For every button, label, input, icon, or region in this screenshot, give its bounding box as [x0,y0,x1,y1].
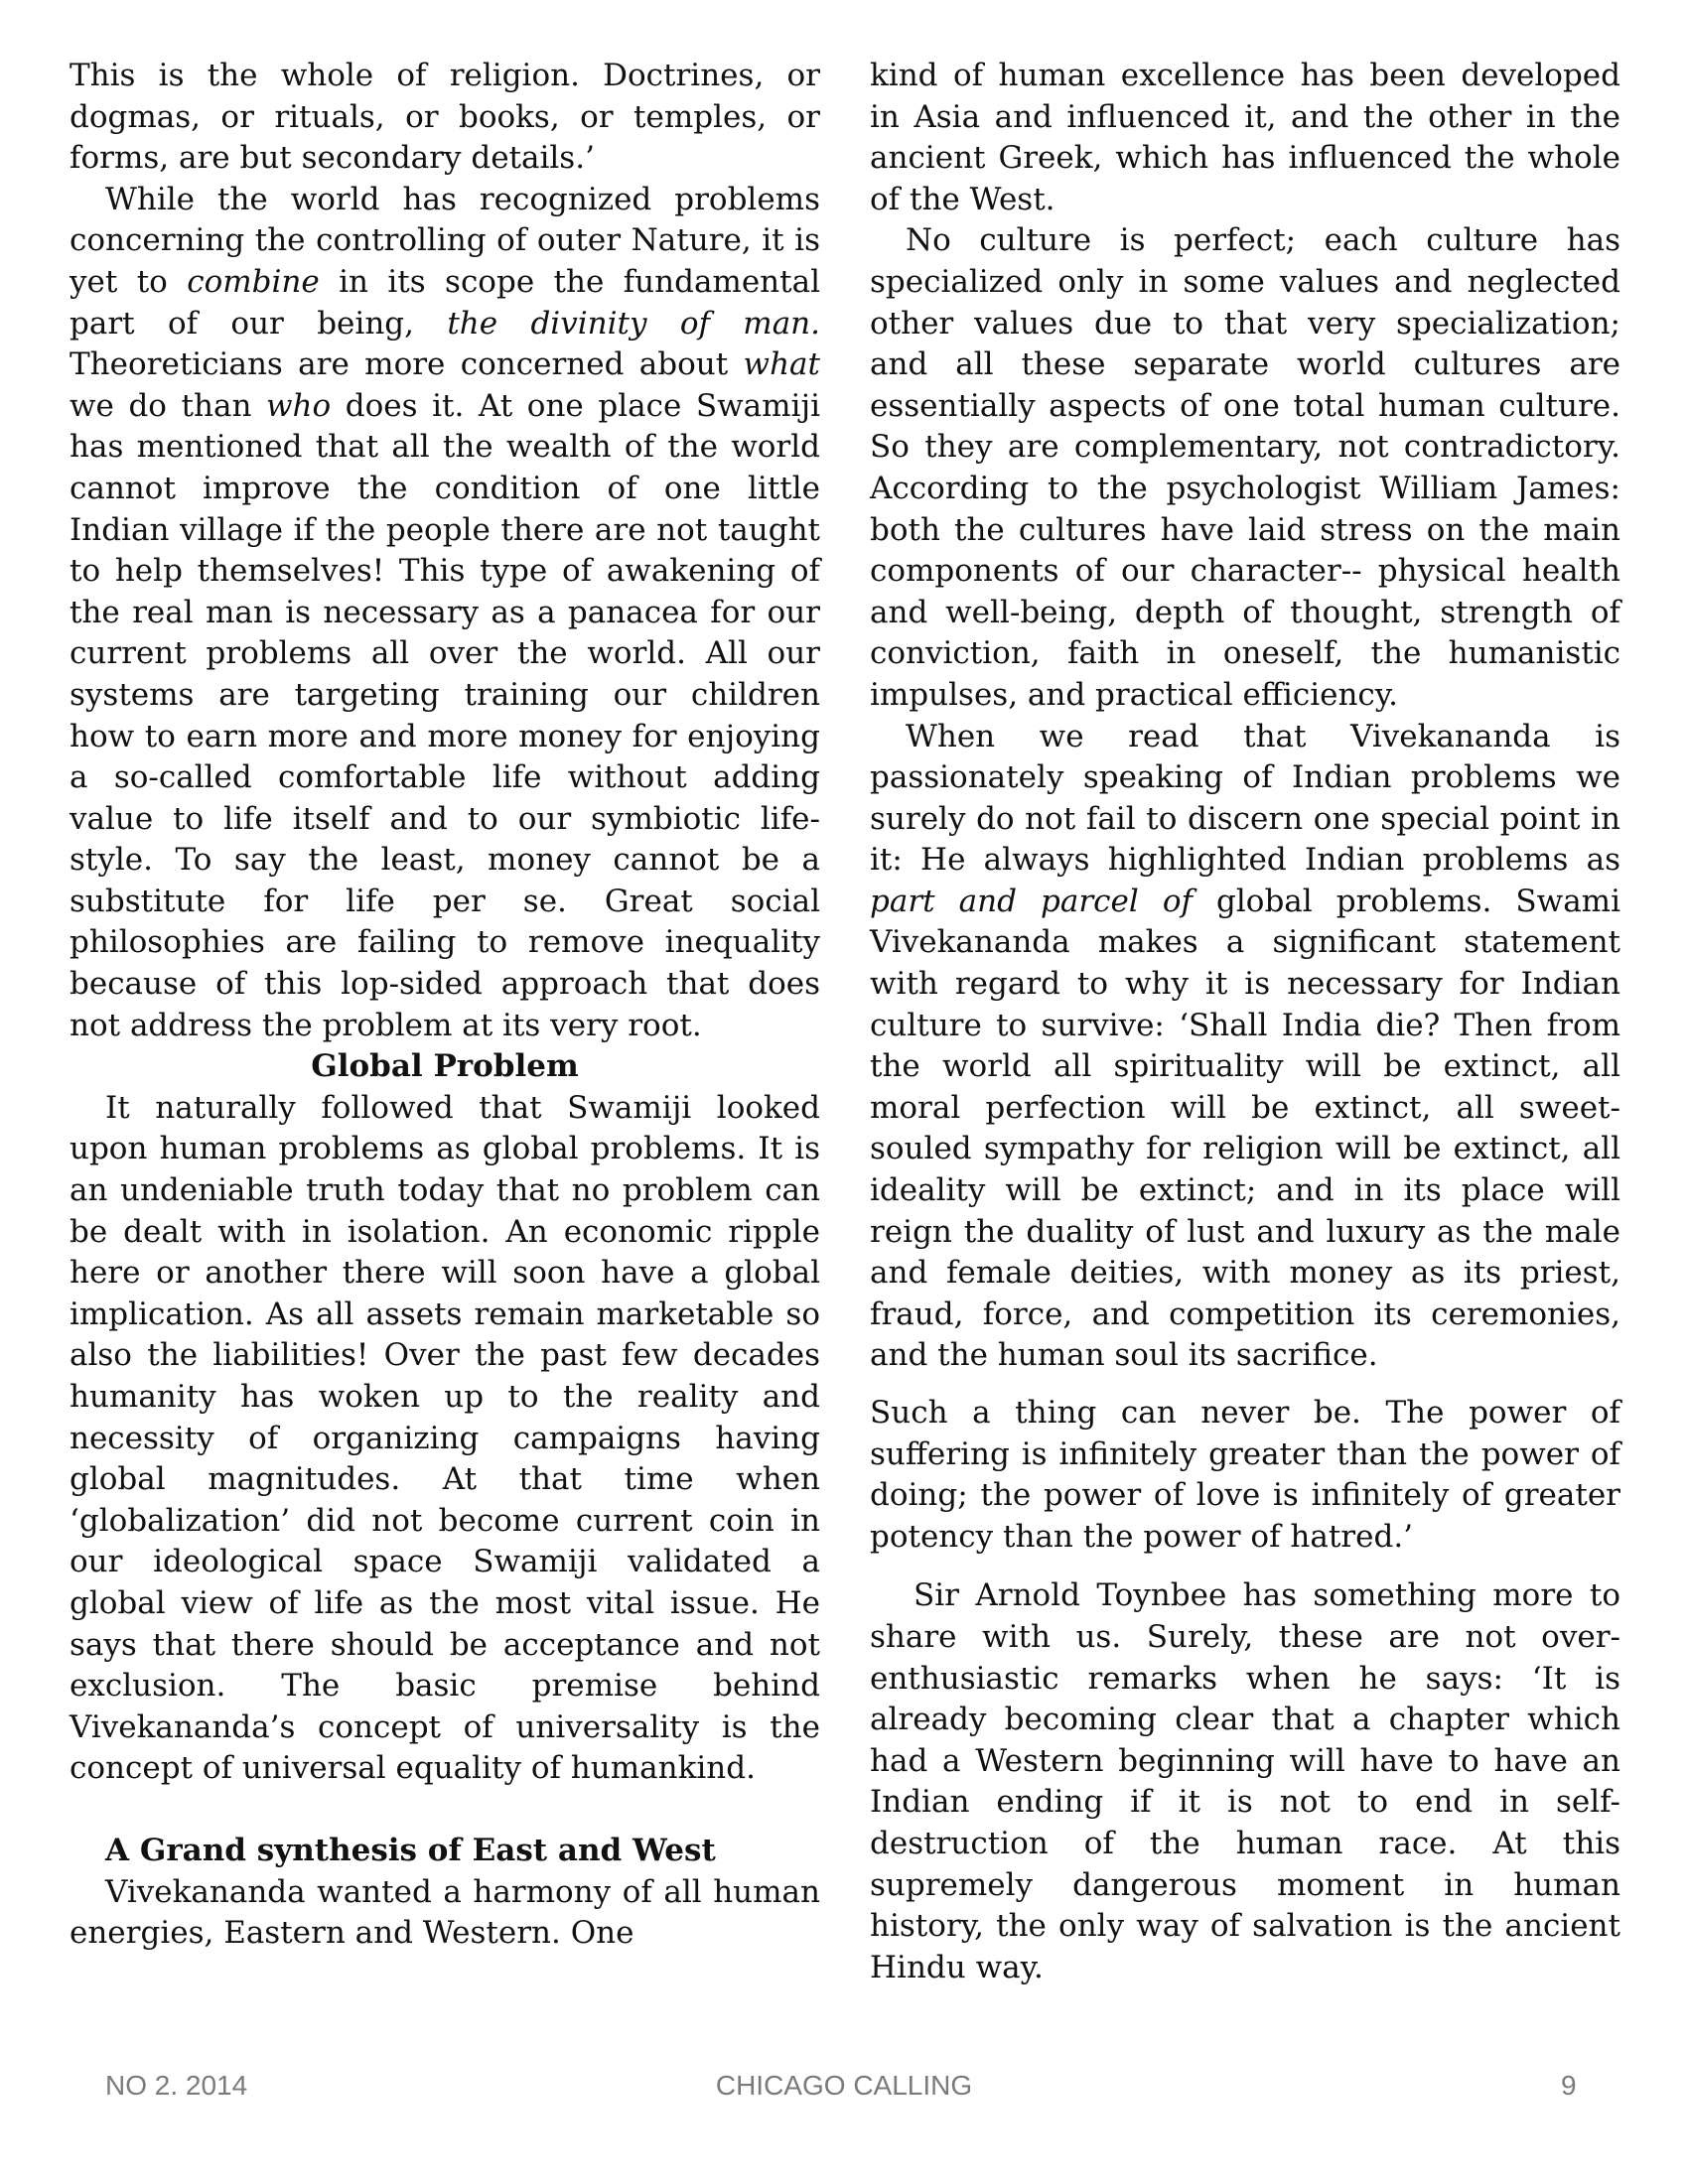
paragraph-global-problem: It naturally followed that Swamiji looked upon human problems as global problems. It is an undeniable truth today that no problem can be dealt with in isolation. An economic ripple here or another there will soon have a global implication. As all assets remain marketable so also the liabilities! Over the past few decades humanity has woken up to the reality and necessity of organizing campaigns having global magnitudes. At that time when ‘globalization’ did not become current coin in our ideological space Swamiji validated a global view of life as the most vital issue. He says that there should be acceptance and not exclusion. The basic premise behind Vivekananda’s concept of universality is the concept of universal equality of humankind. [70,1089,820,1787]
paragraph-human-excellence: kind of human excellence has been developed in Asia and influenced it, and the other in the ancient Greek, which has influenced the whole of the West. [870,58,1620,217]
paragraph-divinity-of-man: While the world has recognized problems concerning the controlling of outer Nature, it is yet to combine in its scope the fundamental part of our being, the divinity of man. Theoreticians are more concerned about what we do than who does it. At one place Swamiji has mentioned that all the wealth of the world cannot improve the condition of one little Indian village if the people there are not taught to help themselves! This type of awakening of the real man is necessary as a panacea for our current problems all over the world. All our systems are targeting training our children how to earn more and more money for enjoying a so-called comfortable life without adding value to life itself and to our symbiotic life-style. To say the least, money cannot be a substitute for life per se. Great social philosophies are failing to remove inequality because of this lop-sided approach that does not address the problem at its very root. [70,181,820,1043]
paragraph-toynbee: Sir Arnold Toynbee has something more to share with us. Surely, these are not over-enthusiastic remarks when he says: ‘It is already becoming clear that a chapter which had a Western beginning will have to have an Indian ending if it is not to end in self-destruction of the human race. At this supremely dangerous moment in human history, the only way of salvation is the ancient Hindu way. [870,1577,1620,1985]
footer-page-number: 9 [1561,2070,1577,2101]
paragraph-quote-end: This is the whole of religion. Doctrines, or dogmas, or rituals, or books, or temples, or forms, are but secondary details.’ [70,58,820,177]
left-column [70,56,820,1955]
heading-grand-synthesis: A Grand synthesis of East and West [105,1832,716,1868]
heading-global-problem: Global Problem [311,1048,579,1085]
paragraph-power-of-suffering: Such a thing can never be. The power of suffering is infinitely greater than the power of doing; the power of love is infinitely of greater potency than the power of hatred.’ [870,1395,1620,1555]
paragraph-no-culture-perfect: No culture is perfect; each culture has specialized only in some values and neglected other values due to that very specialization; and all these separate world cultures are essentially aspects of one total human culture. So they are complementary, not contradictory. According to the psychologist William James: both the cultures have laid stress on the main components of our character-- physical health and well-being, depth of thought, strength of conviction, faith in oneself, the humanistic impulses, and practical efficiency. [870,222,1620,713]
paragraph-indian-problems: When we read that Vivekananda is passionately speaking of Indian problems we surely do not fail to discern one special point in it: He always highlighted Indian problems as part and parcel of global problems. Swami Vivekananda makes a significant statement with regard to why it is necessary for Indian culture to survive: ‘Shall India die? Then from the world all spirituality will be extinct, all moral perfection will be extinct, all sweet-souled sympathy for religion will be extinct, all ideality will be extinct; and in its place will reign the duality of lust and luxury as the male and female deities, with money as its priest, fraud, force, and competition its ceremonies, and the human soul its sacrifice. [870,718,1620,1374]
paragraph-harmony: Vivekananda wanted a harmony of all human energies, Eastern and Western. One [70,1873,820,1952]
footer-publication-title: CHICAGO CALLING [715,2070,973,2101]
right-column [870,56,1620,1988]
footer-issue: NO 2. 2014 [105,2070,248,2101]
